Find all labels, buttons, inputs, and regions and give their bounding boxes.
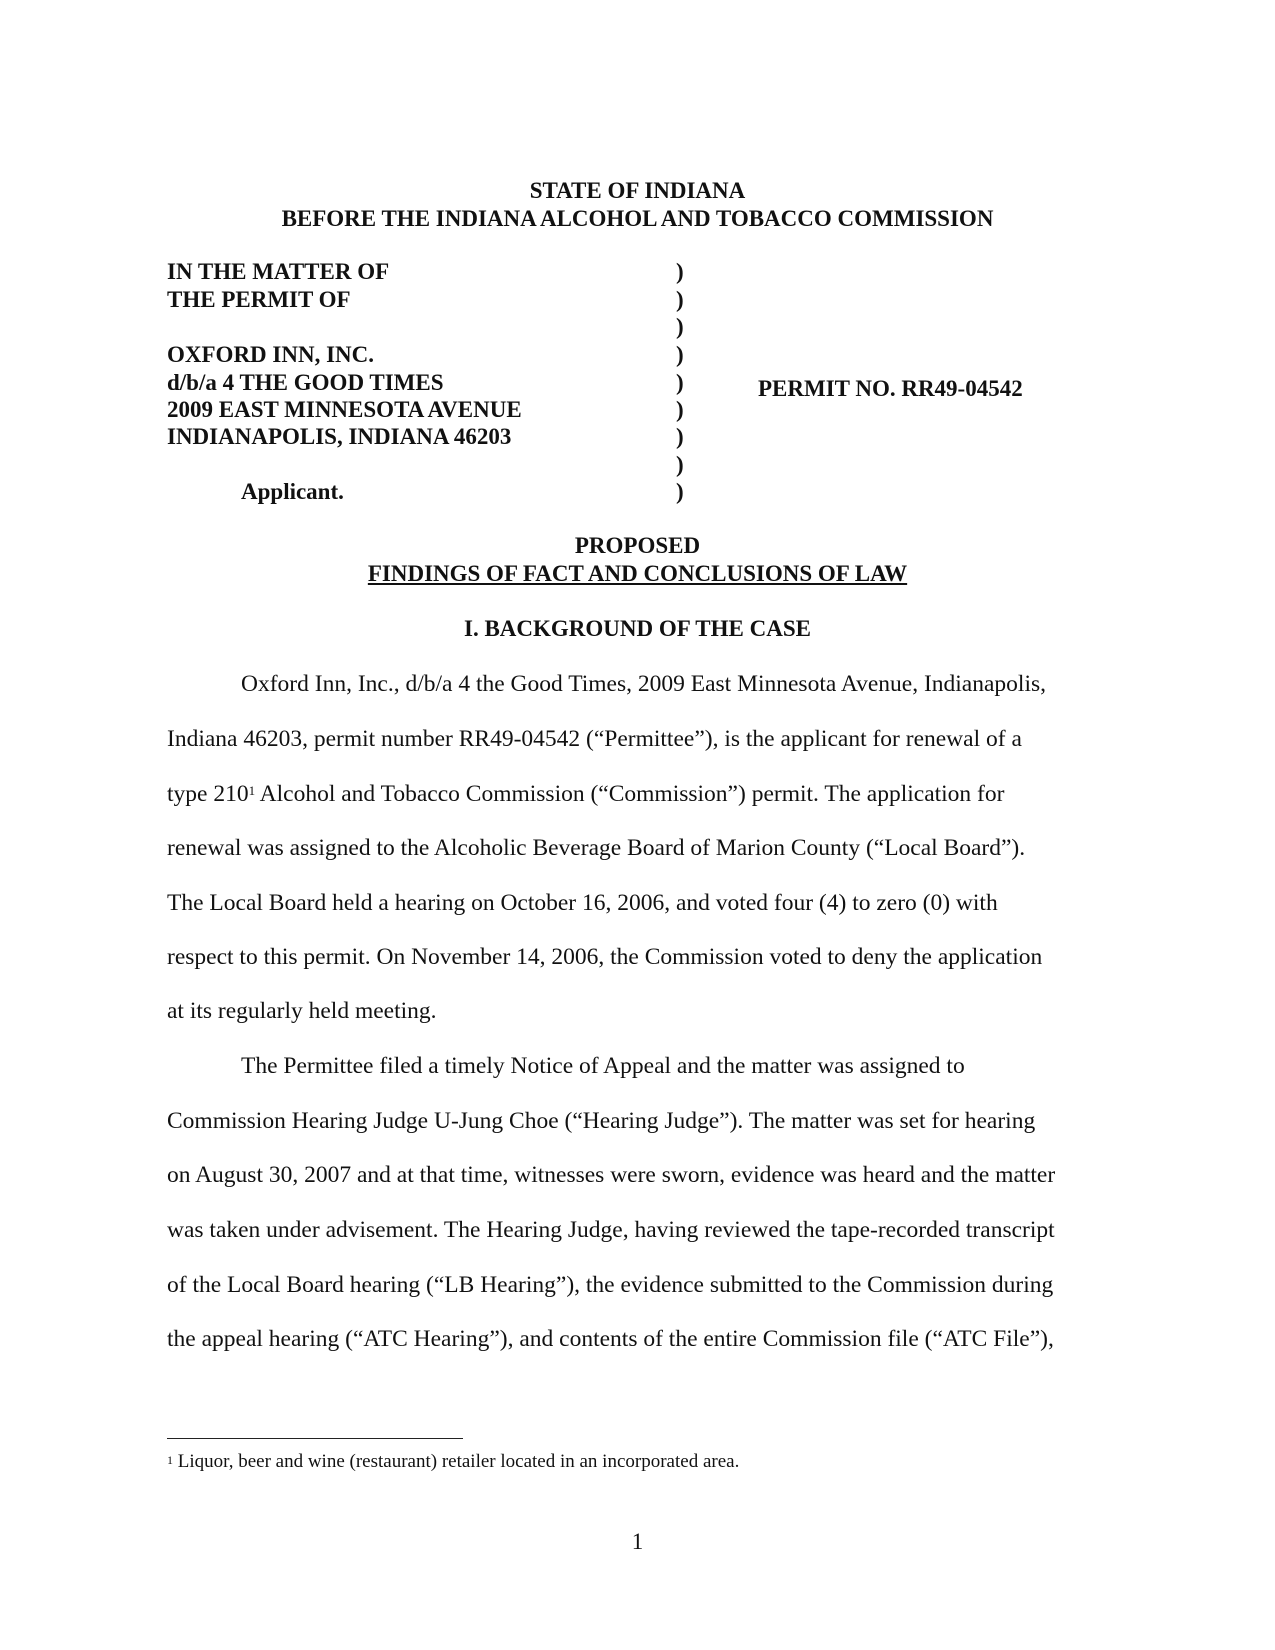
- caption-paren: ): [676, 259, 684, 284]
- header-state: STATE OF INDIANA: [529, 178, 746, 203]
- caption-paren: ): [676, 287, 684, 312]
- paragraph-1-line: Oxford Inn, Inc., d/b/a 4 the Good Times, 2009 East Minnesota Avenue, Indianapolis,: [241, 671, 1046, 697]
- footnote-mark: 1: [167, 1453, 173, 1467]
- document-title-findings: FINDINGS OF FACT AND CONCLUSIONS OF LAW: [367, 561, 908, 586]
- paragraph-2-line: Commission Hearing Judge U-Jung Choe (“Hearing Judge”). The matter was set for hearing: [167, 1108, 1036, 1134]
- caption-paren: ): [676, 314, 684, 339]
- paragraph-1-line: respect to this permit. On November 14, 2006, the Commission voted to deny the application: [167, 944, 1043, 970]
- document-title-wrapper: [0, 560, 1275, 588]
- caption-dba: d/b/a 4 THE GOOD TIMES: [167, 370, 444, 395]
- paragraph-2-line: was taken under advisement. The Hearing Judge, having reviewed the tape-recorded transcript: [167, 1217, 1055, 1243]
- paragraph-2-line: of the Local Board hearing (“LB Hearing”), the evidence submitted to the Commission during: [167, 1272, 1054, 1298]
- caption-paren: ): [676, 342, 684, 367]
- footnote-text: Liquor, beer and wine (restaurant) retailer located in an incorporated area.: [173, 1451, 740, 1472]
- footnote: [167, 1450, 739, 1474]
- header-commission: BEFORE THE INDIANA ALCOHOL AND TOBACCO COMMISSION: [281, 206, 994, 231]
- footnote-divider: [167, 1438, 463, 1439]
- footnote-reference[interactable]: 1: [248, 783, 256, 798]
- caption-paren: ): [676, 452, 684, 477]
- caption-paren: ): [676, 424, 684, 449]
- caption-paren: ): [676, 397, 684, 422]
- paragraph-1-line: Indiana 46203, permit number RR49-04542 (“Permittee”), is the applicant for renewal of a: [167, 726, 1022, 752]
- paragraph-1-line: The Local Board held a hearing on October 16, 2006, and voted four (4) to zero (0) with: [167, 890, 998, 916]
- caption-line-2: THE PERMIT OF: [167, 287, 351, 312]
- section-heading: I. BACKGROUND OF THE CASE: [464, 616, 811, 641]
- paragraph-2-line: on August 30, 2007 and at that time, witnesses were sworn, evidence was heard and the matter: [167, 1162, 1056, 1188]
- document-title-proposed: PROPOSED: [574, 533, 701, 558]
- page-number: 1: [631, 1529, 644, 1554]
- paragraph-2-line: the appeal hearing (“ATC Hearing”), and contents of the entire Commission file (“ATC File”),: [167, 1326, 1054, 1352]
- permit-number: PERMIT NO. RR49-04542: [758, 376, 1023, 401]
- caption-city-state: INDIANAPOLIS, INDIANA 46203: [167, 424, 512, 449]
- caption-paren: ): [676, 479, 684, 504]
- paragraph-1-text: type 210: [167, 781, 249, 807]
- caption-applicant-name: OXFORD INN, INC.: [167, 342, 374, 367]
- caption-paren: ): [676, 370, 684, 395]
- caption-applicant-label: Applicant.: [241, 479, 344, 504]
- paragraph-1-line: renewal was assigned to the Alcoholic Beverage Board of Marion County (“Local Board”).: [167, 835, 1026, 861]
- paragraph-2-line: The Permittee filed a timely Notice of Appeal and the matter was assigned to: [241, 1053, 965, 1079]
- paragraph-1-text: Alcohol and Tobacco Commission (“Commission”) permit. The application for: [255, 781, 1005, 807]
- paragraph-1-line: [167, 780, 1004, 808]
- paragraph-1-line: at its regularly held meeting.: [167, 998, 437, 1024]
- caption-line-1: IN THE MATTER OF: [167, 259, 390, 284]
- caption-street-address: 2009 EAST MINNESOTA AVENUE: [167, 397, 522, 422]
